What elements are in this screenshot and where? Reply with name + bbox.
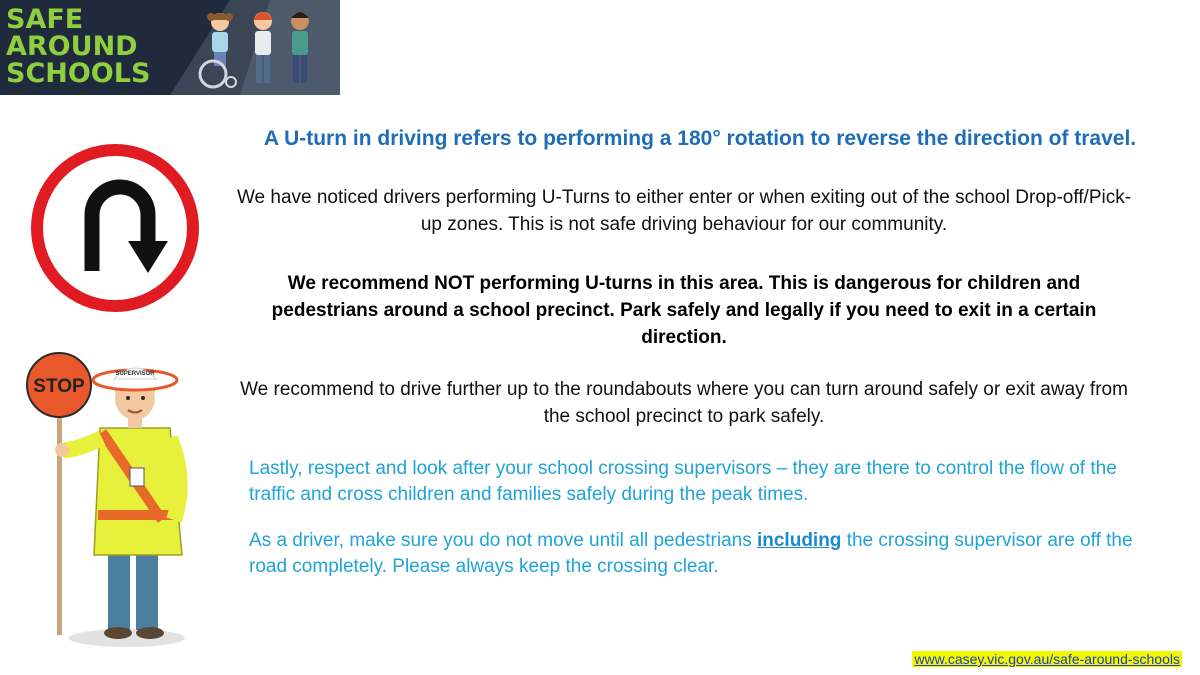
- children-illustration: [195, 8, 330, 90]
- driver-advice-start: As a driver, make sure you do not move until all pedestrians: [249, 530, 757, 551]
- safe-around-schools-link[interactable]: www.casey.vic.gov.au/safe-around-schools: [914, 651, 1180, 667]
- paragraph-roundabouts: We recommend to drive further up to the roundabouts where you can turn around safely or exit away from the school precinct to park safely.: [240, 379, 1128, 427]
- driver-advice-emphasis: including: [756, 530, 842, 551]
- stop-sign-text: STOP: [33, 376, 85, 397]
- crossing-supervisor-illustration: [22, 350, 207, 650]
- hat-label: SUPERVISOR: [115, 371, 155, 377]
- headline: A U-turn in driving refers to performing a 180° rotation to reverse the direction of travel.: [263, 127, 1137, 150]
- banner-line-schools: SCHOOLS: [6, 58, 151, 89]
- paragraph-respect-supervisors: Lastly, respect and look after your school crossing supervisors – they are there to control the flow of the traffic and cross children and families safely during the peak times.: [249, 458, 1117, 505]
- safe-around-schools-banner: [0, 0, 340, 95]
- paragraph-driver-advice: [249, 528, 1149, 580]
- paragraph-recommend-not: We recommend NOT performing U-turns in this area. This is dangerous for children and pedestrians around a school precinct. Park safely and legally if you need to exit in a certain direction.: [271, 273, 1097, 348]
- banner-line-around: AROUND: [6, 31, 138, 62]
- banner-line-safe: SAFE: [6, 4, 84, 35]
- banner-logo-text: [6, 6, 150, 87]
- paragraph-noticed: We have noticed drivers performing U-Turns to either enter or when exiting out of the school Drop-off/Pick-up zones. This is not safe driving behaviour for our community.: [236, 187, 1132, 235]
- u-turn-sign-icon: [30, 143, 200, 313]
- driver-advice-end: the crossing supervisor are off the road completely. Please always keep the crossing clear.: [249, 530, 1133, 577]
